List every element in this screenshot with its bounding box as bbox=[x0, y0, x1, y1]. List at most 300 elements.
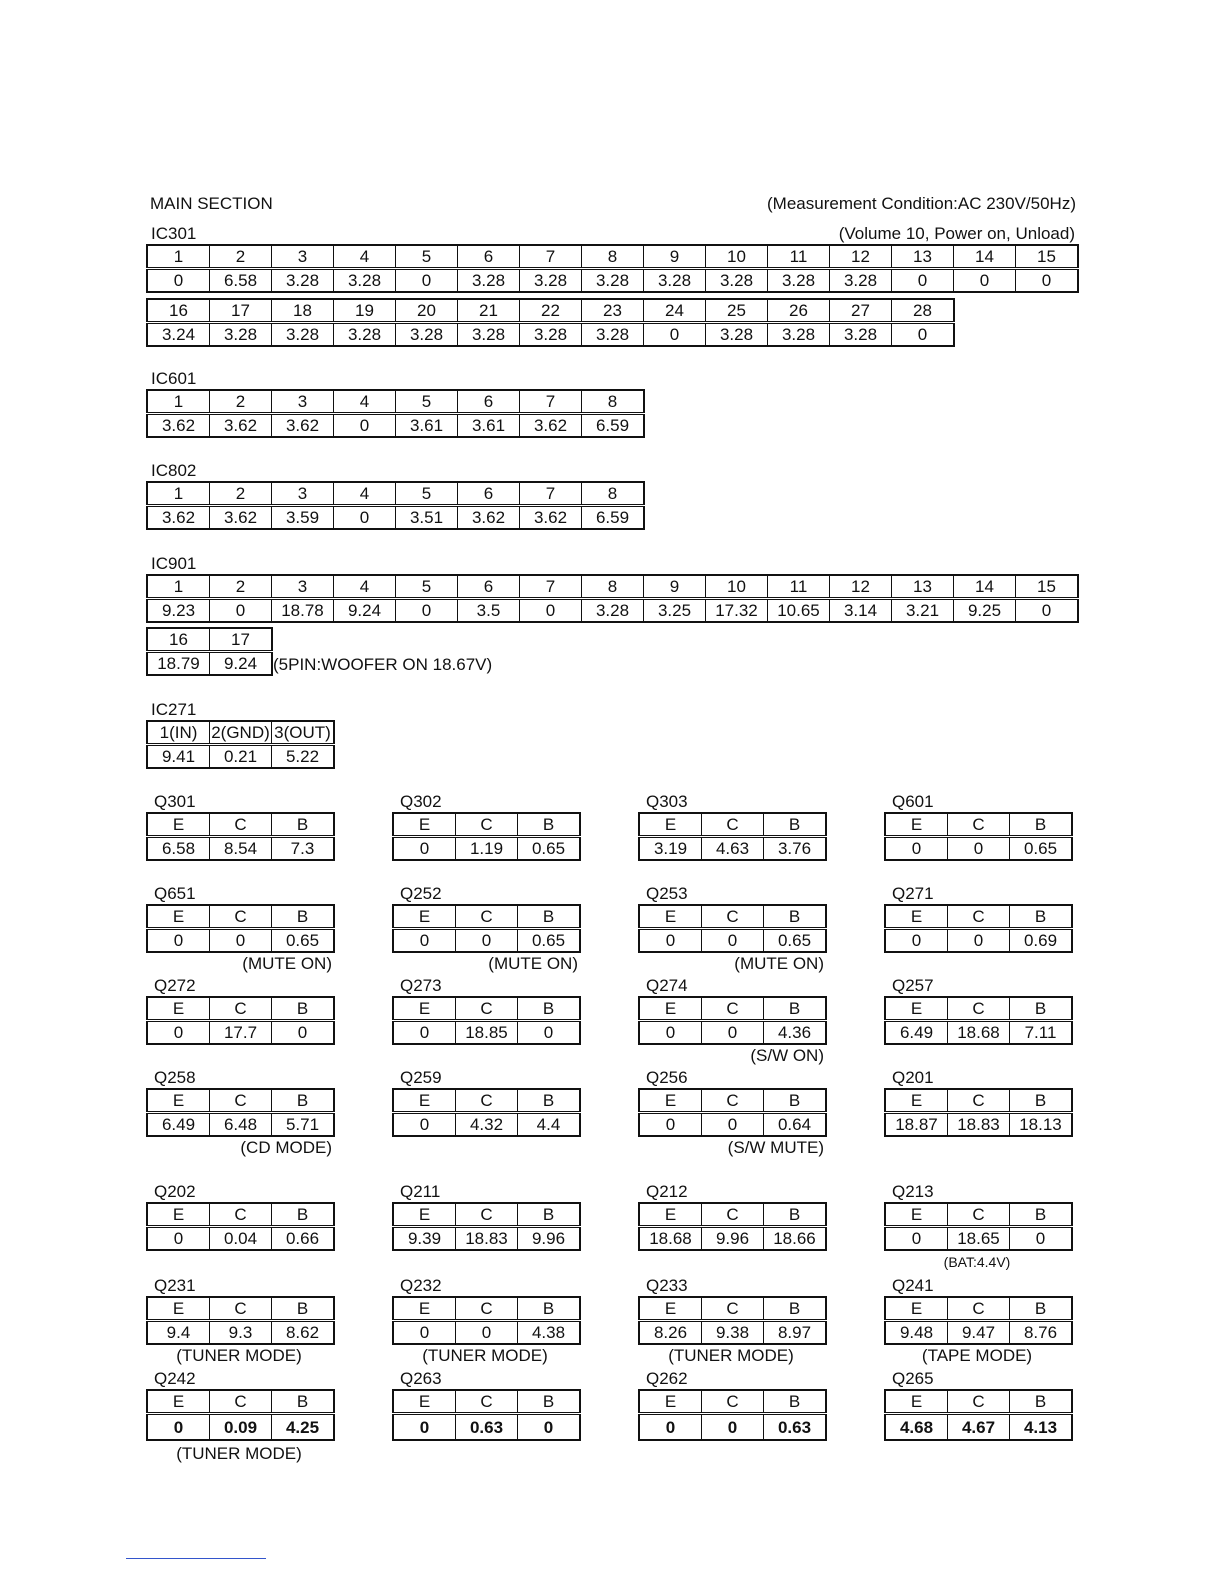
value-cell: 3.62 bbox=[210, 414, 272, 438]
ecb-value-cell: 3.76 bbox=[764, 837, 827, 861]
ecb-header-cell: C bbox=[948, 1089, 1010, 1113]
ecb-value-cell: 4.36 bbox=[764, 1021, 827, 1045]
ecb-header-row bbox=[147, 813, 334, 837]
ecb-header-cell: C bbox=[456, 997, 518, 1021]
value-cell: 10.65 bbox=[768, 599, 830, 623]
transistor-table bbox=[638, 904, 827, 953]
ecb-header-cell: B bbox=[1010, 997, 1073, 1021]
ecb-header-cell: E bbox=[639, 997, 702, 1021]
transistor-label: Q201 bbox=[892, 1068, 934, 1087]
value-cell: 3.59 bbox=[272, 506, 334, 530]
pin-cell: 24 bbox=[644, 299, 706, 323]
value-cell: 9.24 bbox=[210, 652, 273, 676]
value-cell: 3.21 bbox=[892, 599, 954, 623]
ecb-value-cell: 0 bbox=[639, 1414, 702, 1441]
ecb-value-cell: 0 bbox=[518, 1414, 581, 1441]
ecb-header-cell: E bbox=[147, 1390, 210, 1414]
pin-cell: 2 bbox=[210, 245, 272, 269]
ecb-value-cell: 0 bbox=[639, 929, 702, 953]
value-row bbox=[147, 745, 334, 769]
pin-cell: 5 bbox=[396, 390, 458, 414]
transistor-table bbox=[884, 1389, 1073, 1441]
transistor-label: Q242 bbox=[154, 1369, 196, 1388]
transistor-table bbox=[392, 996, 581, 1045]
ecb-value-row bbox=[393, 1414, 580, 1441]
ecb-header-cell: B bbox=[272, 1203, 335, 1227]
pin-cell: 9 bbox=[644, 575, 706, 599]
ecb-value-cell: 4.67 bbox=[948, 1414, 1010, 1441]
state-condition: (Volume 10, Power on, Unload) bbox=[838, 224, 1075, 243]
ecb-header-row bbox=[639, 813, 826, 837]
ecb-header-row bbox=[885, 1089, 1072, 1113]
value-cell: 3.28 bbox=[582, 323, 644, 347]
pin-cell: 1 bbox=[147, 245, 210, 269]
ecb-value-row bbox=[147, 929, 334, 953]
pin-cell: 8 bbox=[582, 575, 644, 599]
ecb-value-cell: 18.83 bbox=[456, 1227, 518, 1251]
transistor-note: (S/W MUTE) bbox=[727, 1138, 824, 1157]
ecb-header-cell: C bbox=[456, 1203, 518, 1227]
transistor-label: Q271 bbox=[892, 884, 934, 903]
ic901-table-row1 bbox=[146, 574, 1079, 623]
transistor-label: Q303 bbox=[646, 792, 688, 811]
value-cell: 0 bbox=[1016, 599, 1079, 623]
ic271-table bbox=[146, 720, 335, 769]
ecb-header-cell: C bbox=[456, 1390, 518, 1414]
pin-cell: 6 bbox=[458, 390, 520, 414]
pin-cell: 26 bbox=[768, 299, 830, 323]
ecb-value-cell: 6.49 bbox=[147, 1113, 210, 1137]
pin-row bbox=[147, 245, 1078, 269]
pin-cell: 8 bbox=[582, 245, 644, 269]
ecb-value-row bbox=[639, 929, 826, 953]
value-cell: 3.28 bbox=[520, 323, 582, 347]
ecb-value-cell: 8.62 bbox=[272, 1321, 335, 1345]
transistor-table bbox=[884, 1296, 1073, 1345]
transistor-label: Q232 bbox=[400, 1276, 442, 1295]
ecb-value-row bbox=[639, 837, 826, 861]
transistor-label: Q252 bbox=[400, 884, 442, 903]
pin-cell: 1 bbox=[147, 575, 210, 599]
ecb-value-cell: 18.87 bbox=[885, 1113, 948, 1137]
pin-cell: 27 bbox=[830, 299, 892, 323]
ecb-header-row bbox=[639, 1089, 826, 1113]
ecb-value-row bbox=[147, 1227, 334, 1251]
transistor-table bbox=[392, 1202, 581, 1251]
transistor-table bbox=[146, 996, 335, 1045]
transistor-label: Q601 bbox=[892, 792, 934, 811]
value-row bbox=[147, 323, 954, 347]
value-cell: 3.28 bbox=[334, 269, 396, 293]
pin-cell: 7 bbox=[520, 245, 582, 269]
pin-cell: 9 bbox=[644, 245, 706, 269]
ecb-header-cell: B bbox=[518, 1390, 581, 1414]
transistor-table bbox=[392, 1088, 581, 1137]
pin-cell: 10 bbox=[706, 575, 768, 599]
pin-cell: 3 bbox=[272, 575, 334, 599]
ecb-value-cell: 18.68 bbox=[948, 1021, 1010, 1045]
ecb-value-cell: 8.76 bbox=[1010, 1321, 1073, 1345]
pin-cell: 11 bbox=[768, 245, 830, 269]
transistor-note: (TUNER MODE) bbox=[668, 1346, 794, 1365]
ecb-value-cell: 0 bbox=[393, 1321, 456, 1345]
value-cell: 0 bbox=[210, 599, 272, 623]
ecb-value-row bbox=[147, 837, 334, 861]
pin-row bbox=[147, 575, 1078, 599]
transistor-label: Q256 bbox=[646, 1068, 688, 1087]
ecb-header-cell: B bbox=[1010, 1390, 1073, 1414]
ecb-value-cell: 9.96 bbox=[702, 1227, 764, 1251]
value-cell: 3.62 bbox=[520, 414, 582, 438]
ecb-value-cell: 0.65 bbox=[518, 929, 581, 953]
ecb-header-cell: E bbox=[147, 1089, 210, 1113]
ecb-header-cell: B bbox=[272, 905, 335, 929]
pin-cell: 7 bbox=[520, 575, 582, 599]
ecb-header-row bbox=[639, 905, 826, 929]
ecb-header-cell: C bbox=[948, 813, 1010, 837]
ecb-header-row bbox=[147, 1297, 334, 1321]
transistor-table bbox=[146, 904, 335, 953]
section-title: MAIN SECTION bbox=[150, 194, 273, 213]
ecb-value-cell: 0 bbox=[639, 1021, 702, 1045]
ecb-header-cell: E bbox=[885, 997, 948, 1021]
ic271-label: IC271 bbox=[151, 700, 197, 719]
ecb-header-cell: B bbox=[518, 905, 581, 929]
pin-cell: 4 bbox=[334, 390, 396, 414]
ecb-header-cell: B bbox=[272, 813, 335, 837]
ecb-header-cell: C bbox=[702, 1297, 764, 1321]
ecb-header-cell: C bbox=[948, 1203, 1010, 1227]
ecb-value-cell: 4.4 bbox=[518, 1113, 581, 1137]
value-cell: 6.58 bbox=[210, 269, 272, 293]
pin-cell: 1(IN) bbox=[147, 721, 210, 745]
value-cell: 3.28 bbox=[706, 269, 768, 293]
transistor-label: Q263 bbox=[400, 1369, 442, 1388]
pin-row bbox=[147, 482, 644, 506]
ecb-value-cell: 0.66 bbox=[272, 1227, 335, 1251]
pin-cell: 6 bbox=[458, 575, 520, 599]
ecb-header-row bbox=[639, 997, 826, 1021]
ecb-value-cell: 3.19 bbox=[639, 837, 702, 861]
ecb-header-cell: C bbox=[948, 997, 1010, 1021]
ecb-value-cell: 0 bbox=[272, 1021, 335, 1045]
pin-cell: 10 bbox=[706, 245, 768, 269]
ecb-value-row bbox=[885, 1227, 1072, 1251]
pin-cell: 1 bbox=[147, 390, 210, 414]
ecb-value-cell: 0 bbox=[393, 1113, 456, 1137]
ecb-header-cell: E bbox=[885, 1390, 948, 1414]
pin-cell: 18 bbox=[272, 299, 334, 323]
pin-cell: 16 bbox=[147, 299, 210, 323]
ic802-table bbox=[146, 481, 645, 530]
ecb-value-cell: 0.65 bbox=[518, 837, 581, 861]
value-cell: 3.28 bbox=[830, 269, 892, 293]
ic901-note: (5PIN:WOOFER ON 18.67V) bbox=[273, 655, 493, 674]
ecb-value-cell: 0 bbox=[147, 1414, 210, 1441]
ecb-value-cell: 18.65 bbox=[948, 1227, 1010, 1251]
ecb-header-cell: C bbox=[456, 905, 518, 929]
pin-cell: 6 bbox=[458, 482, 520, 506]
ecb-value-cell: 0 bbox=[885, 929, 948, 953]
ecb-header-row bbox=[147, 1089, 334, 1113]
ecb-value-cell: 4.32 bbox=[456, 1113, 518, 1137]
ecb-header-cell: B bbox=[764, 1390, 827, 1414]
ic901-label: IC901 bbox=[151, 554, 197, 573]
transistor-label: Q202 bbox=[154, 1182, 196, 1201]
value-cell: 0.21 bbox=[210, 745, 272, 769]
transistor-table bbox=[146, 1296, 335, 1345]
transistor-label: Q265 bbox=[892, 1369, 934, 1388]
value-cell: 0 bbox=[520, 599, 582, 623]
ecb-header-cell: E bbox=[393, 1297, 456, 1321]
pin-cell: 21 bbox=[458, 299, 520, 323]
ecb-header-cell: C bbox=[702, 1089, 764, 1113]
ecb-value-cell: 0 bbox=[518, 1021, 581, 1045]
ecb-value-cell: 0 bbox=[456, 1321, 518, 1345]
ecb-value-cell: 4.13 bbox=[1010, 1414, 1073, 1441]
pin-cell: 1 bbox=[147, 482, 210, 506]
ecb-value-cell: 0.09 bbox=[210, 1414, 272, 1441]
ecb-value-cell: 0.63 bbox=[456, 1414, 518, 1441]
pin-cell: 15 bbox=[1016, 575, 1079, 599]
value-row bbox=[147, 599, 1078, 623]
ecb-header-cell: E bbox=[393, 1390, 456, 1414]
ic301-label: IC301 bbox=[151, 224, 197, 243]
ecb-header-cell: C bbox=[210, 1297, 272, 1321]
transistor-table bbox=[392, 812, 581, 861]
value-cell: 3.28 bbox=[830, 323, 892, 347]
ecb-header-row bbox=[147, 1203, 334, 1227]
transistor-label: Q212 bbox=[646, 1182, 688, 1201]
value-cell: 3.62 bbox=[458, 506, 520, 530]
ecb-value-cell: 4.68 bbox=[885, 1414, 948, 1441]
transistor-label: Q258 bbox=[154, 1068, 196, 1087]
ecb-value-row bbox=[639, 1021, 826, 1045]
ecb-value-cell: 1.19 bbox=[456, 837, 518, 861]
pin-cell: 3 bbox=[272, 390, 334, 414]
value-cell: 0 bbox=[334, 506, 396, 530]
ecb-value-cell: 17.7 bbox=[210, 1021, 272, 1045]
ecb-header-cell: B bbox=[518, 1089, 581, 1113]
pin-cell: 14 bbox=[954, 245, 1016, 269]
ecb-header-cell: C bbox=[210, 813, 272, 837]
pin-cell: 12 bbox=[830, 575, 892, 599]
transistor-label: Q272 bbox=[154, 976, 196, 995]
transistor-note: (TUNER MODE) bbox=[176, 1346, 302, 1365]
ecb-header-cell: B bbox=[518, 1297, 581, 1321]
ecb-header-cell: E bbox=[639, 1297, 702, 1321]
ecb-header-row bbox=[393, 905, 580, 929]
transistor-table bbox=[392, 904, 581, 953]
value-cell: 6.59 bbox=[582, 506, 645, 530]
ecb-header-row bbox=[639, 1203, 826, 1227]
ecb-value-cell: 9.3 bbox=[210, 1321, 272, 1345]
ecb-header-cell: C bbox=[702, 905, 764, 929]
pin-cell: 3 bbox=[272, 482, 334, 506]
ecb-header-cell: C bbox=[210, 1089, 272, 1113]
pin-cell: 2 bbox=[210, 575, 272, 599]
ecb-header-cell: B bbox=[1010, 1203, 1073, 1227]
ecb-header-cell: B bbox=[764, 997, 827, 1021]
ecb-header-cell: B bbox=[1010, 1297, 1073, 1321]
value-cell: 6.59 bbox=[582, 414, 645, 438]
ecb-value-cell: 0 bbox=[702, 929, 764, 953]
ecb-header-cell: E bbox=[885, 1089, 948, 1113]
value-row bbox=[147, 506, 644, 530]
pin-cell: 13 bbox=[892, 575, 954, 599]
transistor-table bbox=[146, 1202, 335, 1251]
value-cell: 0 bbox=[396, 269, 458, 293]
ecb-value-cell: 0 bbox=[393, 1414, 456, 1441]
ecb-header-cell: B bbox=[764, 1297, 827, 1321]
pin-cell: 17 bbox=[210, 299, 272, 323]
value-cell: 18.79 bbox=[147, 652, 210, 676]
pin-cell: 15 bbox=[1016, 245, 1079, 269]
ecb-header-cell: C bbox=[456, 813, 518, 837]
value-cell: 3.61 bbox=[396, 414, 458, 438]
value-cell: 0 bbox=[892, 323, 955, 347]
ecb-value-row bbox=[147, 1021, 334, 1045]
footer-rule bbox=[126, 1558, 266, 1559]
ecb-value-row bbox=[393, 929, 580, 953]
ecb-value-row bbox=[639, 1414, 826, 1441]
ecb-header-cell: B bbox=[518, 1203, 581, 1227]
ecb-value-row bbox=[147, 1321, 334, 1345]
value-cell: 3.28 bbox=[272, 323, 334, 347]
transistor-note: (BAT:4.4V) bbox=[943, 1254, 1011, 1270]
pin-cell: 12 bbox=[830, 245, 892, 269]
ecb-header-cell: E bbox=[639, 1203, 702, 1227]
ecb-header-cell: C bbox=[210, 1390, 272, 1414]
pin-cell: 20 bbox=[396, 299, 458, 323]
ecb-value-cell: 0 bbox=[1010, 1227, 1073, 1251]
ecb-header-cell: C bbox=[948, 1390, 1010, 1414]
ecb-value-cell: 0 bbox=[393, 1021, 456, 1045]
transistor-table bbox=[638, 1296, 827, 1345]
ecb-header-cell: B bbox=[272, 997, 335, 1021]
ecb-header-cell: B bbox=[272, 1297, 335, 1321]
ecb-value-cell: 0.64 bbox=[764, 1113, 827, 1137]
ecb-header-cell: E bbox=[393, 1089, 456, 1113]
ecb-header-row bbox=[885, 1203, 1072, 1227]
value-cell: 18.78 bbox=[272, 599, 334, 623]
ic601-table bbox=[146, 389, 645, 438]
ecb-value-cell: 0.65 bbox=[272, 929, 335, 953]
transistor-label: Q262 bbox=[646, 1369, 688, 1388]
ecb-header-cell: E bbox=[147, 905, 210, 929]
ecb-value-cell: 0 bbox=[639, 1113, 702, 1137]
ecb-header-cell: B bbox=[518, 813, 581, 837]
pin-row bbox=[147, 721, 334, 745]
transistor-label: Q302 bbox=[400, 792, 442, 811]
ecb-header-cell: B bbox=[1010, 905, 1073, 929]
ecb-header-cell: E bbox=[885, 1297, 948, 1321]
transistor-label: Q301 bbox=[154, 792, 196, 811]
measurement-condition: (Measurement Condition:AC 230V/50Hz) bbox=[767, 194, 1076, 213]
pin-cell: 2 bbox=[210, 390, 272, 414]
ecb-header-cell: C bbox=[456, 1089, 518, 1113]
ecb-value-cell: 18.83 bbox=[948, 1113, 1010, 1137]
ecb-value-cell: 0 bbox=[147, 1021, 210, 1045]
pin-row bbox=[147, 390, 644, 414]
ecb-value-cell: 6.49 bbox=[885, 1021, 948, 1045]
ecb-header-cell: E bbox=[147, 1203, 210, 1227]
value-row bbox=[147, 414, 644, 438]
ecb-value-cell: 0 bbox=[702, 1021, 764, 1045]
ecb-value-cell: 4.25 bbox=[272, 1414, 335, 1441]
transistor-note: (MUTE ON) bbox=[242, 954, 332, 973]
ecb-header-cell: B bbox=[764, 1089, 827, 1113]
ecb-header-cell: C bbox=[702, 813, 764, 837]
value-cell: 0 bbox=[147, 269, 210, 293]
ic901-table-row2 bbox=[146, 627, 273, 676]
value-cell: 3.5 bbox=[458, 599, 520, 623]
pin-cell: 17 bbox=[210, 628, 273, 652]
value-cell: 3.28 bbox=[768, 323, 830, 347]
ecb-value-cell: 5.71 bbox=[272, 1113, 335, 1137]
value-cell: 3.28 bbox=[396, 323, 458, 347]
transistor-note: (S/W ON) bbox=[750, 1046, 824, 1065]
ecb-value-cell: 9.48 bbox=[885, 1321, 948, 1345]
ecb-header-cell: B bbox=[272, 1390, 335, 1414]
ecb-value-cell: 0 bbox=[885, 837, 948, 861]
ecb-value-cell: 0 bbox=[147, 1227, 210, 1251]
ecb-value-cell: 9.47 bbox=[948, 1321, 1010, 1345]
ecb-value-cell: 9.4 bbox=[147, 1321, 210, 1345]
ecb-value-cell: 18.68 bbox=[639, 1227, 702, 1251]
transistor-table bbox=[884, 904, 1073, 953]
ecb-value-cell: 4.63 bbox=[702, 837, 764, 861]
pin-cell: 16 bbox=[147, 628, 210, 652]
transistor-note: (TAPE MODE) bbox=[921, 1346, 1033, 1365]
ecb-value-row bbox=[639, 1227, 826, 1251]
ecb-value-cell: 0 bbox=[393, 929, 456, 953]
ecb-header-cell: E bbox=[885, 813, 948, 837]
ecb-header-cell: B bbox=[272, 1089, 335, 1113]
ecb-value-row bbox=[885, 929, 1072, 953]
value-cell: 3.62 bbox=[272, 414, 334, 438]
value-cell: 3.61 bbox=[458, 414, 520, 438]
ic301-table-row1 bbox=[146, 244, 1079, 293]
pin-cell: 4 bbox=[334, 482, 396, 506]
ecb-header-row bbox=[147, 905, 334, 929]
ecb-value-cell: 0 bbox=[210, 929, 272, 953]
transistor-table bbox=[638, 1202, 827, 1251]
transistor-note: (CD MODE) bbox=[240, 1138, 332, 1157]
ecb-header-cell: B bbox=[764, 813, 827, 837]
transistor-table bbox=[392, 1389, 581, 1441]
ecb-header-cell: E bbox=[885, 905, 948, 929]
pin-cell: 19 bbox=[334, 299, 396, 323]
value-cell: 3.28 bbox=[644, 269, 706, 293]
pin-row bbox=[147, 299, 954, 323]
transistor-note: (TUNER MODE) bbox=[422, 1346, 548, 1365]
ecb-header-cell: B bbox=[1010, 813, 1073, 837]
ecb-value-cell: 0 bbox=[702, 1113, 764, 1137]
transistor-label: Q273 bbox=[400, 976, 442, 995]
transistor-table bbox=[146, 812, 335, 861]
value-cell: 3.51 bbox=[396, 506, 458, 530]
transistor-note: (MUTE ON) bbox=[488, 954, 578, 973]
ecb-header-cell: B bbox=[764, 1203, 827, 1227]
pin-cell: 28 bbox=[892, 299, 955, 323]
ic601-label: IC601 bbox=[151, 369, 197, 388]
value-row bbox=[147, 652, 272, 676]
ecb-header-row bbox=[393, 813, 580, 837]
ecb-value-row bbox=[885, 1321, 1072, 1345]
ecb-header-cell: C bbox=[456, 1297, 518, 1321]
ecb-value-cell: 0 bbox=[948, 929, 1010, 953]
